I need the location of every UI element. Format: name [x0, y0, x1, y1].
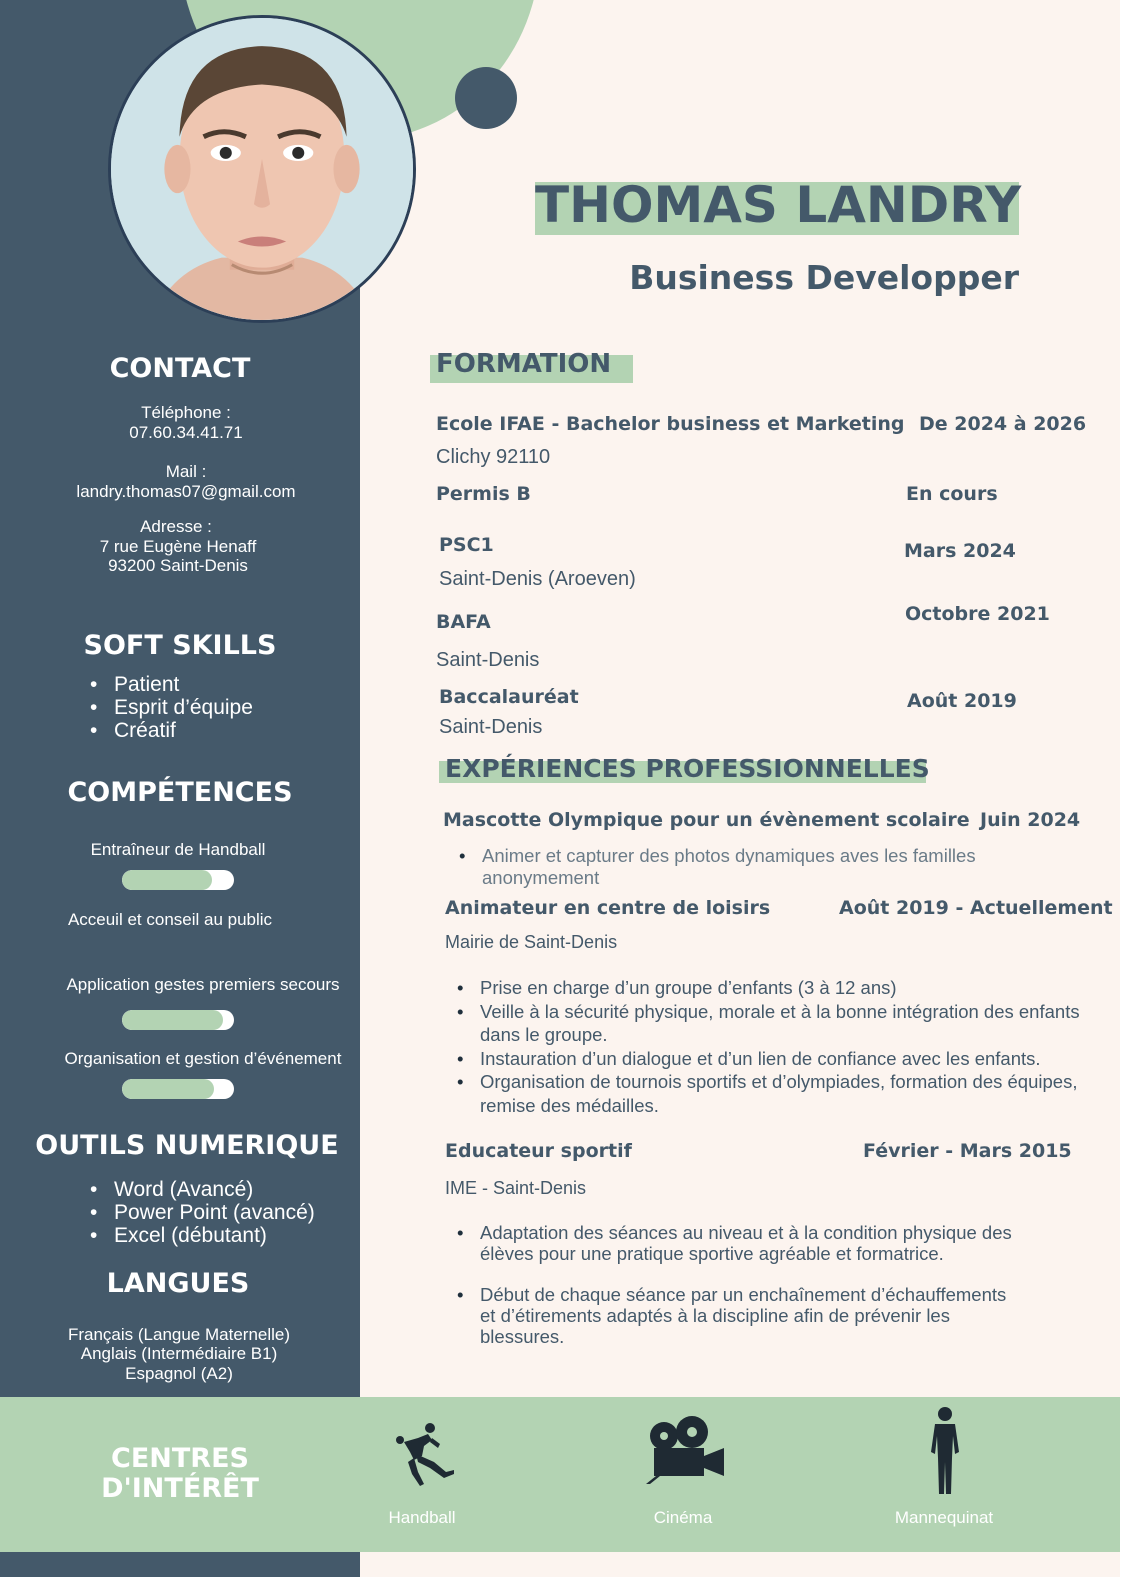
- mail-value: landry.thomas07@gmail.com: [76, 482, 296, 501]
- interests-heading-line1: CENTRES: [111, 1443, 249, 1474]
- list-item: • Instauration d’un dialogue et d’un lien de confiance avec les enfants.: [444, 1047, 1104, 1071]
- formation-date: De 2024 à 2026: [919, 413, 1087, 435]
- experience-title: Animateur en centre de loisirs: [445, 897, 771, 919]
- formation-heading: FORMATION: [436, 349, 612, 379]
- phone-label: Téléphone :: [141, 403, 231, 422]
- interests-heading-line2: D'INTÉRÊT: [101, 1473, 259, 1504]
- film-camera-icon: [642, 1414, 726, 1486]
- skill-label: Acceuil et conseil au public: [67, 910, 273, 929]
- contact-heading: CONTACT: [109, 353, 251, 384]
- formation-date: Octobre 2021: [905, 603, 1050, 625]
- formation-heading-banner: [430, 349, 633, 383]
- decorative-dark-dot: [455, 67, 517, 129]
- list-item: • Prise en charge d’un groupe d’enfants (3 à 12 ans): [444, 976, 1104, 1000]
- language-item: Espagnol (A2): [125, 1364, 233, 1383]
- skill-bar-fill: [122, 1010, 223, 1030]
- list-item: • Excel (débutant): [90, 1224, 315, 1247]
- skill-bar: [122, 1079, 234, 1099]
- skill-bar: [122, 870, 234, 890]
- address-label: Adresse :: [140, 517, 212, 536]
- languages-heading: LANGUES: [106, 1268, 250, 1299]
- interest-label: Handball: [388, 1508, 456, 1527]
- list-item: • Créatif: [90, 719, 253, 742]
- address-line1: 7 rue Eugène Henaff: [99, 537, 257, 556]
- soft-skills-heading: SOFT SKILLS: [83, 630, 277, 661]
- interest-label: Cinéma: [653, 1508, 713, 1527]
- address-line2: 93200 Saint-Denis: [108, 556, 248, 575]
- experience-bullets: [446, 845, 1046, 889]
- portrait-illustration: [111, 18, 413, 320]
- list-item: • Word (Avancé): [90, 1178, 315, 1201]
- experiences-heading-banner: [439, 754, 930, 783]
- mail-label: Mail :: [165, 462, 207, 481]
- list-item: • Adaptation des séances au niveau et à la condition physique des élèves pour une pratique sportive agréable et formatrice.: [444, 1222, 1024, 1264]
- experience-date: Août 2019 - Actuellement: [839, 897, 1113, 919]
- formation-title: Ecole IFAE - Bachelor business et Marketing: [436, 413, 905, 435]
- experience-title: Mascotte Olympique pour un évènement scolaire: [443, 809, 970, 831]
- formation-title: Baccalauréat: [439, 686, 579, 708]
- experience-bullets: [444, 1222, 1024, 1347]
- experience-date: Février - Mars 2015: [863, 1140, 1072, 1162]
- bottom-strip: [0, 1552, 360, 1577]
- handball-player-icon: [388, 1422, 460, 1492]
- skill-label: Application gestes premiers secours: [66, 975, 340, 994]
- job-title: Business Developper: [629, 258, 1019, 297]
- interests-heading: [80, 1444, 280, 1504]
- formation-place: Saint-Denis: [439, 716, 543, 738]
- formation-title: PSC1: [439, 534, 494, 556]
- experience-bullets: [444, 976, 1104, 1117]
- language-item: Anglais (Intermédiaire B1): [80, 1344, 278, 1363]
- list-item: • Veille à la sécurité physique, morale et à la bonne intégration des enfants dans le groupe.: [444, 1000, 1104, 1047]
- list-item: • Esprit d’équipe: [90, 696, 253, 719]
- soft-skills-list: [90, 673, 253, 742]
- formation-date: Août 2019: [907, 690, 1017, 712]
- experience-title: Educateur sportif: [445, 1140, 632, 1162]
- model-silhouette-icon: [925, 1406, 965, 1498]
- formation-place: Saint-Denis (Aroeven): [439, 568, 636, 590]
- competences-heading: COMPÉTENCES: [67, 777, 293, 808]
- skill-label: Organisation et gestion d’événement: [64, 1049, 342, 1068]
- full-name: THOMAS LANDRY: [535, 176, 1022, 234]
- experience-place: Mairie de Saint-Denis: [445, 932, 618, 952]
- language-item: Français (Langue Maternelle): [67, 1325, 291, 1344]
- skill-bar-fill: [122, 1079, 214, 1099]
- name-banner: [535, 176, 1022, 235]
- interest-label: Mannequinat: [894, 1508, 994, 1527]
- formation-place: Saint-Denis: [436, 649, 540, 671]
- phone-value: 07.60.34.41.71: [129, 423, 243, 442]
- formation-date: En cours: [906, 483, 998, 505]
- formation-date: Mars 2024: [904, 540, 1016, 562]
- profile-photo: [108, 15, 416, 323]
- list-item: • Début de chaque séance par un enchaînement d’échauffements et d’étirements adaptés à la discipline afin de prévenir les blessures.: [444, 1284, 1024, 1347]
- experience-place: IME - Saint-Denis: [445, 1178, 587, 1198]
- formation-title: BAFA: [436, 611, 491, 633]
- list-item: • Power Point (avancé): [90, 1201, 315, 1224]
- list-item: • Animer et capturer des photos dynamiques aves les familles anonymement: [446, 845, 1046, 889]
- tools-list: [90, 1178, 315, 1247]
- skill-bar-fill: [122, 870, 212, 890]
- skill-bar: [122, 1010, 234, 1030]
- experiences-heading: EXPÉRIENCES PROFESSIONNELLES: [445, 754, 930, 783]
- formation-title: Permis B: [436, 483, 531, 505]
- experience-date: Juin 2024: [980, 809, 1081, 831]
- page-edge: [1120, 0, 1127, 1577]
- tools-heading: OUTILS NUMERIQUE: [35, 1130, 339, 1161]
- formation-place: Clichy 92110: [436, 446, 551, 468]
- list-item: • Organisation de tournois sportifs et d’olympiades, formation des équipes, remise des médailles.: [444, 1070, 1104, 1117]
- list-item: • Patient: [90, 673, 253, 696]
- skill-label: Entraîneur de Handball: [90, 840, 266, 859]
